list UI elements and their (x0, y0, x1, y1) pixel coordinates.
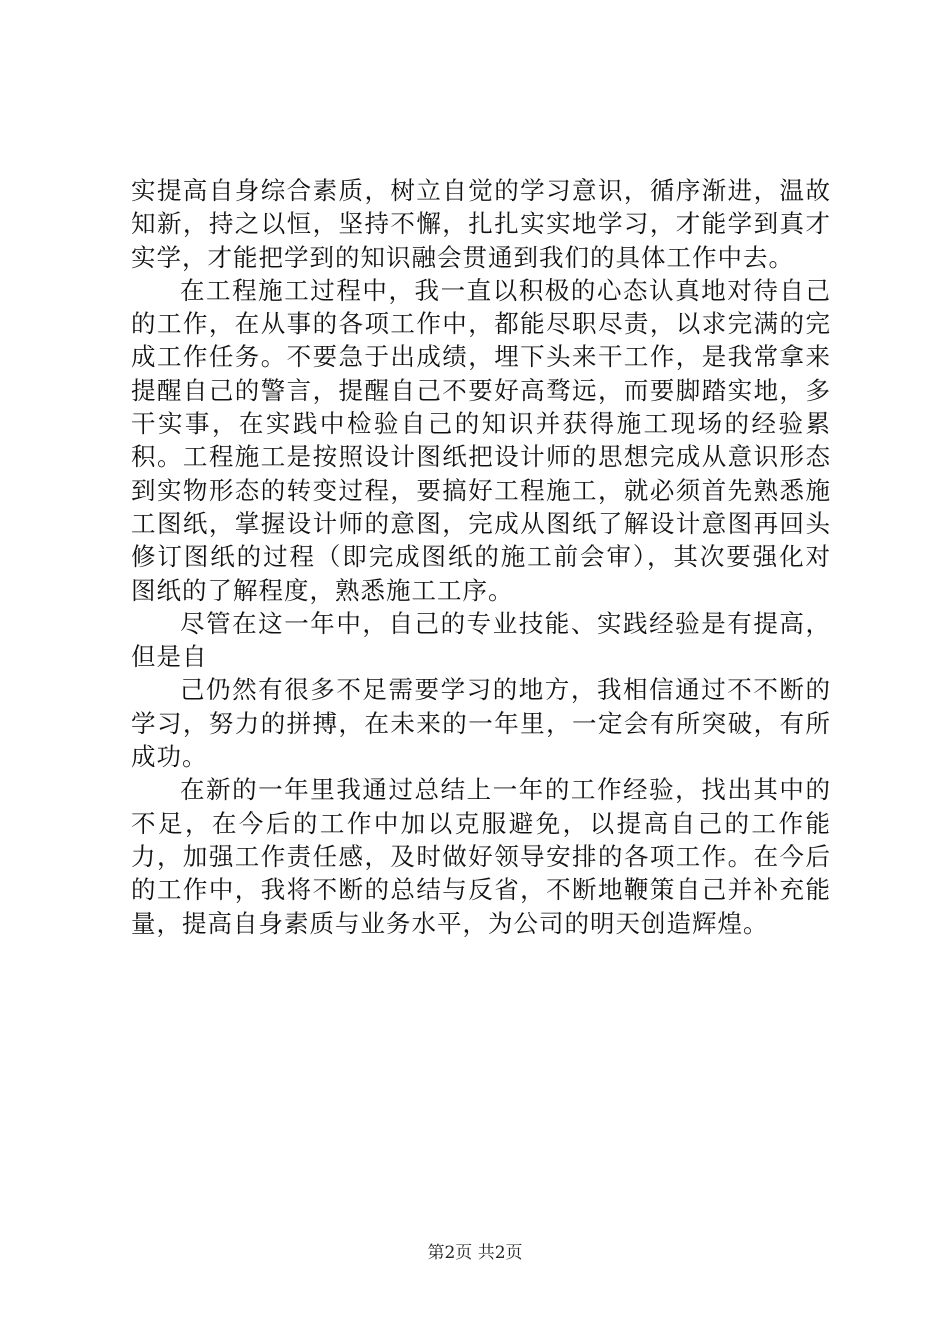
page-number-label: 第2页 共2页 (427, 1243, 523, 1263)
paragraph-5: 在新的一年里我通过总结上一年的工作经验，找出其中的不足，在今后的工作中加以克服避免，以提高自己的工作能力，加强工作责任感，及时做好领导安排的各项工作。在今后的工作中，我将不断的总结与反省，不断地鞭策自己并补充能量，提高自身素质与业务水平，为公司的明天创造辉煌。 (131, 775, 831, 938)
paragraph-4: 己仍然有很多不足需要学习的地方，我相信通过不不断的学习，努力的拼搏，在未来的一年里，一定会有所突破，有所成功。 (131, 675, 831, 772)
paragraph-1: 实提高自身综合素质，树立自觉的学习意识，循序渐进，温故知新，持之以恒，坚持不懈，扎扎实实地学习，才能学到真才实学，才能把学到的知识融会贯通到我们的具体工作中去。 (131, 176, 831, 272)
page-footer (0, 1241, 950, 1265)
paragraph-3: 尽管在这一年中，自己的专业技能、实践经验是有提高，但是自 (131, 608, 831, 672)
document-body (131, 174, 831, 940)
paragraph-2: 在工程施工过程中，我一直以积极的心态认真地对待自己的工作，在从事的各项工作中，都能尽职尽责，以求完满的完成工作任务。不要急于出成绩，埋下头来干工作，是我常拿来提醒自己的警言，提醒自己不要好高骛远，而要脚踏实地，多干实事，在实践中检验自己的知识并获得施工现场的经验累积。工程施工是按照设计图纸把设计师的思想完成从意识形态到实物形态的转变过程，要搞好工程施工，就必须首先熟悉施工图纸，掌握设计师的意图，完成从图纸了解设计意图再回头修订图纸的过程（即完成图纸的施工前会审），其次要强化对图纸的了解程度，熟悉施工工序。 (131, 275, 831, 605)
